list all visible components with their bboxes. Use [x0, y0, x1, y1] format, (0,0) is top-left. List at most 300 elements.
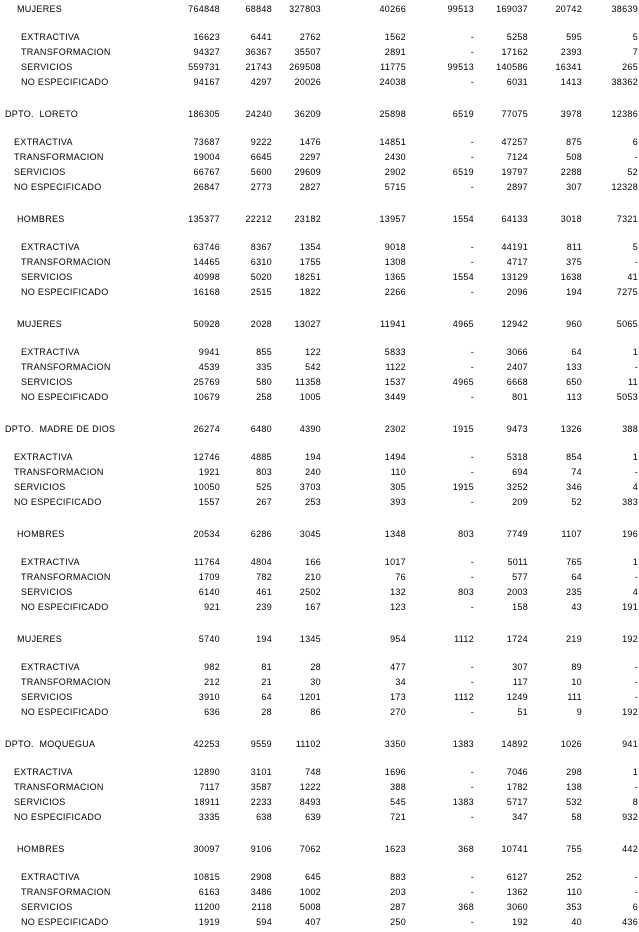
cell-value: 166 [305, 557, 321, 567]
cell-value: 110 [566, 887, 582, 897]
row-label: TRANSFORMACION [21, 677, 111, 687]
cell-value: 954 [390, 634, 406, 644]
table-row [0, 887, 639, 902]
row-label: EXTRACTIVA [14, 452, 73, 462]
cell-value: 1026 [560, 739, 582, 749]
cell-value: 135377 [188, 214, 220, 224]
row-label: TRANSFORMACION [21, 257, 111, 267]
cell-value: - [470, 362, 474, 372]
cell-value: 5 [632, 242, 638, 252]
cell-value: 2773 [250, 182, 272, 192]
cell-value: 29609 [294, 167, 321, 177]
cell-value: 765 [566, 557, 582, 567]
cell-value: 12328 [611, 182, 638, 192]
cell-value: 10 [571, 677, 582, 687]
cell-value: 3910 [198, 692, 220, 702]
table-row [0, 662, 639, 677]
cell-value: 13957 [379, 214, 406, 224]
cell-value: 4390 [299, 424, 321, 434]
cell-value: 22212 [245, 214, 272, 224]
cell-value: 10679 [193, 392, 220, 402]
row-label: HOMBRES [17, 844, 65, 854]
cell-value: 23182 [294, 214, 321, 224]
cell-value: 17162 [501, 47, 528, 57]
cell-value: 11941 [380, 319, 406, 329]
cell-value: 764848 [188, 4, 220, 14]
cell-value: - [634, 362, 638, 372]
table-section [0, 844, 639, 932]
row-label: MUJERES [17, 319, 63, 329]
cell-value: 1709 [198, 572, 220, 582]
row-label: SERVICIOS [21, 902, 73, 912]
row-label: MUJERES [17, 4, 63, 14]
cell-value: 1362 [506, 887, 528, 897]
cell-value: 12890 [193, 767, 220, 777]
cell-value: - [470, 887, 474, 897]
row-label: TRANSFORMACION [14, 152, 104, 162]
cell-value: 186305 [188, 109, 220, 119]
cell-value: 594 [256, 917, 272, 927]
cell-value: 1383 [452, 739, 474, 749]
cell-value: 508 [566, 152, 582, 162]
section-header-row [0, 424, 639, 437]
cell-value: 3060 [506, 902, 528, 912]
cell-value: 3101 [250, 767, 272, 777]
table-row [0, 167, 639, 182]
cell-value: 5065 [616, 319, 638, 329]
cell-value: 26847 [193, 182, 220, 192]
cell-value: 52 [571, 497, 582, 507]
table-section [0, 634, 639, 722]
table-row [0, 347, 639, 362]
cell-value: 63746 [193, 242, 220, 252]
table-row [0, 677, 639, 692]
cell-value: 436 [622, 917, 638, 927]
cell-value: 1782 [506, 782, 528, 792]
cell-value: 801 [512, 392, 528, 402]
cell-value: 6310 [250, 257, 272, 267]
cell-value: 94327 [193, 47, 220, 57]
cell-value: 10815 [193, 872, 220, 882]
cell-value: 20026 [294, 77, 321, 87]
cell-value: 6163 [198, 887, 220, 897]
section-header-row [0, 4, 639, 17]
cell-value: 64133 [501, 214, 528, 224]
cell-value: 14892 [501, 739, 528, 749]
cell-value: 140586 [496, 62, 528, 72]
cell-value: 1915 [452, 482, 474, 492]
row-label: TRANSFORMACION [21, 572, 111, 582]
cell-value: 2902 [384, 167, 406, 177]
cell-value: 1557 [198, 497, 220, 507]
table-row [0, 137, 639, 152]
cell-value: 6 [632, 137, 638, 147]
row-label: TRANSFORMACION [14, 467, 104, 477]
cell-value: 35507 [294, 47, 321, 57]
cell-value: 132 [390, 587, 406, 597]
row-label: SERVICIOS [14, 167, 66, 177]
cell-value: 2297 [299, 152, 321, 162]
cell-value: 19004 [193, 152, 220, 162]
cell-value: 6127 [506, 872, 528, 882]
cell-value: 209 [512, 497, 528, 507]
cell-value: 2515 [250, 287, 272, 297]
cell-value: 5053 [616, 392, 638, 402]
cell-value: 158 [512, 602, 528, 612]
cell-value: - [470, 557, 474, 567]
table-row [0, 467, 639, 482]
cell-value: 2028 [250, 319, 272, 329]
cell-value: 8493 [299, 797, 321, 807]
cell-value: 6645 [250, 152, 272, 162]
cell-value: 192 [512, 917, 528, 927]
cell-value: 11 [628, 377, 638, 387]
cell-value: 14465 [193, 257, 220, 267]
cell-value: 42253 [193, 739, 220, 749]
cell-value: 1 [632, 557, 638, 567]
table-section [0, 214, 639, 302]
cell-value: 210 [305, 572, 321, 582]
cell-value: 1537 [384, 377, 406, 387]
cell-value: 250 [390, 917, 406, 927]
cell-value: 68848 [245, 4, 272, 14]
cell-value: 1005 [299, 392, 321, 402]
cell-value: 3066 [506, 347, 528, 357]
section-header-row [0, 319, 639, 332]
cell-value: 7 [632, 47, 638, 57]
cell-value: 138 [566, 782, 582, 792]
row-label: NO ESPECIFICADO [21, 917, 109, 927]
cell-value: - [470, 152, 474, 162]
cell-value: 5715 [384, 182, 406, 192]
cell-value: 2233 [250, 797, 272, 807]
cell-value: 265 [622, 62, 638, 72]
row-label: NO ESPECIFICADO [21, 602, 109, 612]
cell-value: 50928 [193, 319, 220, 329]
cell-value: 240 [305, 467, 321, 477]
cell-value: 5 [632, 32, 638, 42]
cell-value: 3335 [198, 812, 220, 822]
cell-value: 167 [305, 602, 321, 612]
table-row [0, 557, 639, 572]
cell-value: 269508 [289, 62, 321, 72]
cell-value: 875 [566, 137, 582, 147]
row-label: SERVICIOS [21, 587, 73, 597]
cell-value: 11102 [295, 739, 321, 749]
cell-value: 3018 [560, 214, 582, 224]
table-section [0, 109, 639, 197]
cell-value: 26274 [193, 424, 220, 434]
cell-value: 20742 [555, 4, 582, 14]
cell-value: - [470, 572, 474, 582]
cell-value: 6441 [250, 32, 272, 42]
cell-value: - [634, 467, 638, 477]
row-label: EXTRACTIVA [21, 662, 80, 672]
table-row [0, 902, 639, 917]
cell-value: 7749 [506, 529, 528, 539]
cell-value: 2430 [384, 152, 406, 162]
cell-value: 2407 [506, 362, 528, 372]
cell-value: 7117 [199, 782, 220, 792]
cell-value: 1107 [561, 529, 582, 539]
row-label: NO ESPECIFICADO [14, 497, 102, 507]
row-label: EXTRACTIVA [21, 347, 80, 357]
table-row [0, 782, 639, 797]
cell-value: 636 [204, 707, 220, 717]
cell-value: 38639 [611, 4, 638, 14]
cell-value: - [634, 572, 638, 582]
cell-value: 86 [310, 707, 321, 717]
cell-value: 18911 [194, 797, 220, 807]
cell-value: 21 [261, 677, 272, 687]
cell-value: 9222 [250, 137, 272, 147]
cell-value: 25769 [193, 377, 220, 387]
cell-value: 40998 [193, 272, 220, 282]
cell-value: 545 [390, 797, 406, 807]
cell-value: - [470, 287, 474, 297]
cell-value: 20534 [193, 529, 220, 539]
cell-value: 811 [566, 242, 582, 252]
cell-value: - [470, 47, 474, 57]
section-header-row [0, 529, 639, 542]
table-row [0, 692, 639, 707]
cell-value: - [470, 782, 474, 792]
cell-value: 41 [627, 272, 638, 282]
cell-value: 270 [390, 707, 406, 717]
cell-value: 1921 [198, 467, 220, 477]
row-label: TRANSFORMACION [14, 782, 104, 792]
cell-value: 212 [204, 677, 220, 687]
cell-value: 1476 [299, 137, 321, 147]
cell-value: 1112 [454, 692, 474, 702]
cell-value: 4885 [250, 452, 272, 462]
cell-value: 6286 [250, 529, 272, 539]
cell-value: 51 [517, 707, 528, 717]
table-row [0, 707, 639, 722]
cell-value: 4 [632, 587, 638, 597]
cell-value: 34 [395, 677, 406, 687]
cell-value: 1017 [384, 557, 406, 567]
table-section [0, 424, 639, 512]
cell-value: 1348 [384, 529, 406, 539]
cell-value: 6519 [452, 167, 474, 177]
cell-value: 327803 [289, 4, 321, 14]
cell-value: 28 [310, 662, 321, 672]
cell-value: 25898 [379, 109, 406, 119]
cell-value: 9473 [506, 424, 528, 434]
row-label: EXTRACTIVA [14, 137, 73, 147]
table-row [0, 587, 639, 602]
row-label: EXTRACTIVA [21, 872, 80, 882]
cell-value: 89 [571, 662, 582, 672]
cell-value: 123 [390, 602, 406, 612]
cell-value: 638 [256, 812, 272, 822]
cell-value: 1554 [452, 214, 474, 224]
cell-value: 477 [390, 662, 406, 672]
table-row [0, 767, 639, 782]
cell-value: 1112 [454, 634, 474, 644]
cell-value: 595 [566, 32, 582, 42]
cell-value: - [470, 662, 474, 672]
cell-value: 4804 [250, 557, 272, 567]
cell-value: 47257 [501, 137, 528, 147]
table-row [0, 362, 639, 377]
cell-value: 5258 [506, 32, 528, 42]
cell-value: 650 [566, 377, 582, 387]
table-row [0, 32, 639, 47]
cell-value: - [634, 257, 638, 267]
cell-value: 532 [566, 797, 582, 807]
cell-value: 16341 [555, 62, 582, 72]
cell-value: - [470, 497, 474, 507]
table-row [0, 182, 639, 197]
cell-value: 64 [571, 572, 582, 582]
row-label: SERVICIOS [21, 377, 73, 387]
cell-value: 99513 [447, 4, 474, 14]
cell-value: 3045 [299, 529, 321, 539]
cell-value: 1915 [452, 424, 474, 434]
cell-value: 7275 [616, 287, 638, 297]
cell-value: 6031 [506, 77, 528, 87]
cell-value: 393 [390, 497, 406, 507]
row-label: HOMBRES [17, 529, 65, 539]
cell-value: 542 [305, 362, 321, 372]
section-header-row [0, 844, 639, 857]
cell-value: 1365 [384, 272, 406, 282]
cell-value: 40266 [379, 4, 406, 14]
cell-value: 194 [305, 452, 321, 462]
cell-value: 11764 [194, 557, 220, 567]
cell-value: 755 [566, 844, 582, 854]
cell-value: 239 [256, 602, 272, 612]
cell-value: 461 [256, 587, 272, 597]
cell-value: 782 [256, 572, 272, 582]
row-label: MUJERES [17, 634, 63, 644]
cell-value: 173 [390, 692, 406, 702]
cell-value: - [634, 662, 638, 672]
cell-value: 803 [458, 529, 474, 539]
table-row [0, 257, 639, 272]
cell-value: 803 [256, 467, 272, 477]
cell-value: 253 [305, 497, 321, 507]
cell-value: 2502 [299, 587, 321, 597]
table-row [0, 452, 639, 467]
cell-value: 44191 [501, 242, 528, 252]
cell-value: 24038 [379, 77, 406, 87]
cell-value: 194 [566, 287, 582, 297]
cell-value: 8 [632, 797, 638, 807]
cell-value: 577 [512, 572, 528, 582]
table-row [0, 872, 639, 887]
cell-value: 252 [566, 872, 582, 882]
cell-value: 2096 [506, 287, 528, 297]
cell-value: 6668 [506, 377, 528, 387]
cell-value: 9 [576, 707, 582, 717]
table-row [0, 917, 639, 932]
cell-value: 559731 [188, 62, 220, 72]
cell-value: 1201 [299, 692, 321, 702]
cell-value: 1494 [384, 452, 406, 462]
cell-value: - [470, 452, 474, 462]
cell-value: 1755 [299, 257, 321, 267]
cell-value: 64 [571, 347, 582, 357]
table-row [0, 47, 639, 62]
cell-value: 2891 [384, 47, 406, 57]
cell-value: 1562 [384, 32, 406, 42]
cell-value: 30097 [193, 844, 220, 854]
cell-value: - [470, 242, 474, 252]
cell-value: 525 [256, 482, 272, 492]
cell-value: 58 [571, 812, 582, 822]
cell-value: 6 [632, 902, 638, 912]
table-row [0, 287, 639, 302]
table-row [0, 242, 639, 257]
cell-value: 353 [566, 902, 582, 912]
cell-value: - [470, 392, 474, 402]
cell-value: 639 [305, 812, 321, 822]
cell-value: 3703 [299, 482, 321, 492]
row-label: NO ESPECIFICADO [14, 812, 102, 822]
cell-value: 64 [261, 692, 272, 702]
cell-value: 122 [305, 347, 321, 357]
table-row [0, 497, 639, 512]
cell-value: 13129 [501, 272, 528, 282]
row-label: NO ESPECIFICADO [21, 707, 109, 717]
cell-value: 3252 [506, 482, 528, 492]
cell-value: 645 [305, 872, 321, 882]
row-label: SERVICIOS [21, 692, 73, 702]
cell-value: - [634, 152, 638, 162]
section-header-row [0, 214, 639, 227]
cell-value: 38362 [611, 77, 638, 87]
cell-value: 110 [390, 467, 406, 477]
cell-value: 113 [566, 392, 582, 402]
cell-value: 258 [256, 392, 272, 402]
table-row [0, 572, 639, 587]
cell-value: 2897 [506, 182, 528, 192]
row-label: DPTO. MOQUEGUA [5, 739, 96, 749]
cell-value: 1638 [560, 272, 582, 282]
cell-value: 111 [567, 692, 582, 702]
cell-value: 76 [395, 572, 406, 582]
table-row [0, 602, 639, 617]
cell-value: 1919 [198, 917, 220, 927]
cell-value: 1623 [384, 844, 406, 854]
cell-value: 1383 [452, 797, 474, 807]
cell-value: 335 [256, 362, 272, 372]
table-section [0, 319, 639, 407]
table-row [0, 377, 639, 392]
cell-value: - [634, 692, 638, 702]
cell-value: - [470, 257, 474, 267]
cell-value: 5020 [250, 272, 272, 282]
cell-value: 191 [622, 602, 638, 612]
cell-value: 99513 [447, 62, 474, 72]
cell-value: 407 [305, 917, 321, 927]
cell-value: 81 [261, 662, 272, 672]
cell-value: 133 [566, 362, 582, 372]
cell-value: 192 [622, 634, 638, 644]
cell-value: 19797 [501, 167, 528, 177]
cell-value: - [634, 782, 638, 792]
cell-value: - [470, 77, 474, 87]
cell-value: 298 [566, 767, 582, 777]
cell-value: - [634, 887, 638, 897]
row-label: NO ESPECIFICADO [14, 182, 102, 192]
row-label: SERVICIOS [21, 272, 73, 282]
table-section [0, 4, 639, 92]
cell-value: 73687 [193, 137, 220, 147]
